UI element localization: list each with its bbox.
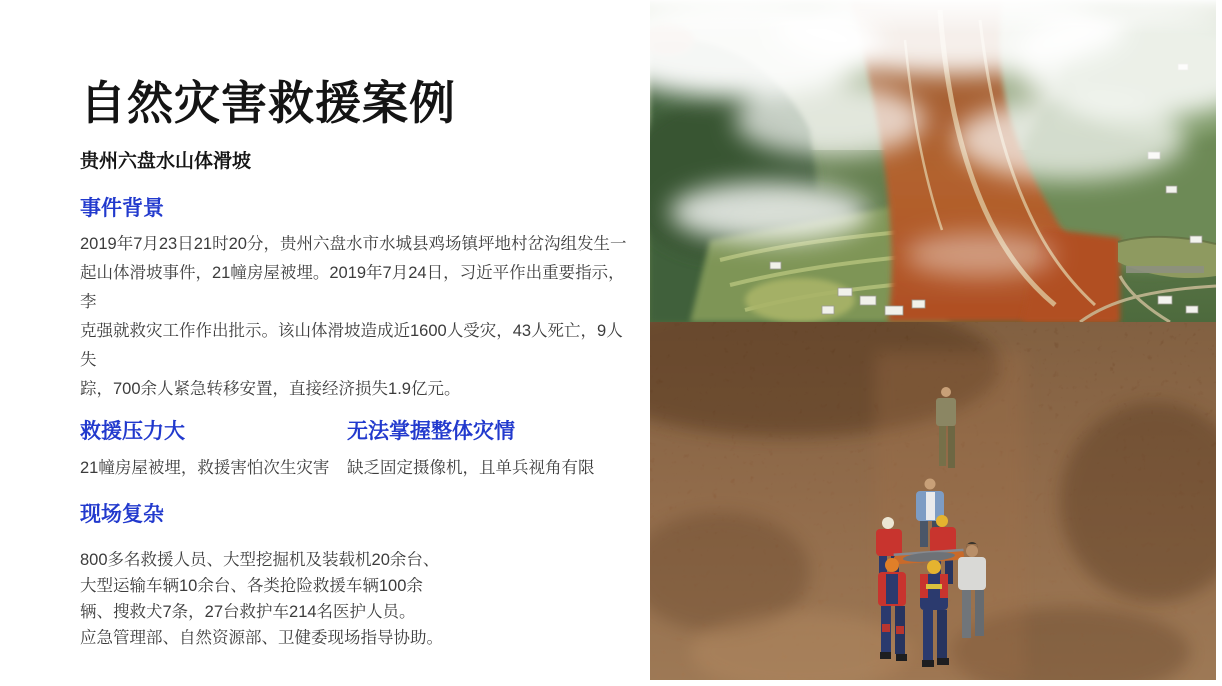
- event-background-heading: 事件背景: [80, 197, 164, 221]
- section-event-background: [80, 197, 628, 404]
- section-rescue-pressure: [80, 420, 347, 480]
- photo-column: [650, 0, 1216, 680]
- section-complex-site: [80, 503, 628, 651]
- rescue-pressure-heading: 救援压力大: [80, 420, 185, 444]
- overall-situation-body: 缺乏固定摄像机，且单兵视角有限: [347, 459, 595, 478]
- slide-text-column: [80, 78, 628, 651]
- rescue-pressure-body: 21幢房屋被埋，救援害怕次生灾害: [80, 459, 330, 478]
- challenge-columns: [80, 420, 628, 480]
- complex-site-body: 800多名救援人员、大型挖掘机及装载机20余台、 大型运输车辆10余台、各类抢险救援车辆100余 辆、搜救犬7条，27台救护车214名医护人员。 应急管理部、自然资源部、卫健委现场指导协助。: [80, 551, 443, 648]
- rescue-team-photo: [650, 322, 1216, 680]
- rescue-team-art: [650, 322, 1216, 680]
- slide-subtitle: 贵州六盘水山体滑坡: [80, 150, 252, 172]
- event-background-body: 2019年7月23日21时20分，贵州六盘水市水城县鸡场镇坪地村岔沟组发生一 起山体滑坡事件，21幢房屋被埋。2019年7月24日，习近平作出重要指示，李 克强就救灾工作作出批示。该山体滑坡造成近1600人受灾，43人死亡，9人失 踪，700余人紧急转移安置，直接经济损失1.9亿元。: [80, 235, 627, 399]
- overall-situation-heading: 无法掌握整体灾情: [347, 420, 515, 444]
- section-overall-situation: [347, 420, 628, 480]
- aerial-landslide-art: [650, 0, 1216, 322]
- aerial-landslide-photo: [650, 0, 1216, 322]
- soldier-figure: [936, 387, 956, 468]
- slide-title: 自然灾害救援案例: [80, 77, 456, 129]
- complex-site-heading: 现场复杂: [80, 503, 164, 527]
